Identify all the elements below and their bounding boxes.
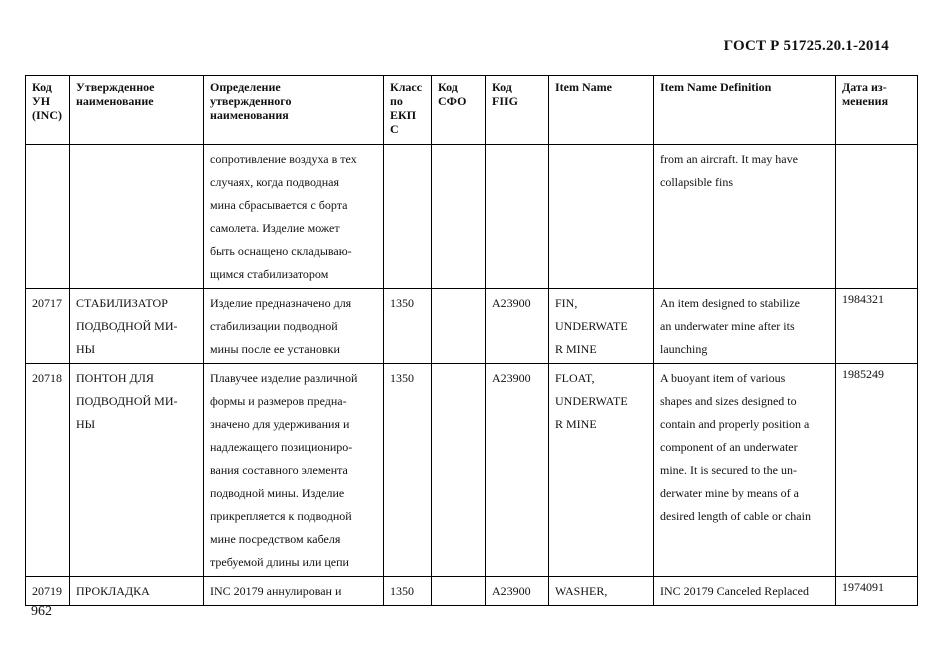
header-line: СФО	[438, 94, 467, 108]
cell-text: 1350	[390, 584, 414, 598]
cell-text-line: Изделие предназначено для	[210, 296, 352, 310]
cell-text: 1985249	[842, 367, 884, 381]
cell-sfo	[432, 145, 486, 289]
cell-text-line: прикрепляется к подводной	[210, 509, 352, 523]
header-line: утвержденного	[210, 94, 292, 108]
cell-definition-ru	[204, 145, 384, 289]
cell-sfo	[432, 364, 486, 577]
cell-definition-ru	[204, 289, 384, 364]
cell-text-line: случаях, когда подводная	[210, 175, 339, 189]
cell-item-name	[549, 289, 654, 364]
header-line: (INC)	[32, 108, 62, 122]
header-line: Определение	[210, 80, 281, 94]
cell-text-line: an underwater mine after its	[660, 319, 795, 333]
cell-text-line: from an aircraft. It may have	[660, 152, 798, 166]
cell-definition-en	[654, 364, 836, 577]
cell-text-line: launching	[660, 342, 708, 356]
header-line: С	[390, 122, 399, 136]
col-header-item-name	[549, 76, 654, 145]
cell-item-name	[549, 145, 654, 289]
cell-text-line: collapsible fins	[660, 175, 733, 189]
cell-item-name	[549, 364, 654, 577]
cell-text-line: мины после ее установки	[210, 342, 340, 356]
cell-sfo	[432, 577, 486, 606]
cell-text-line: значено для удерживания и	[210, 417, 350, 431]
cell-text-line: UNDERWATE	[555, 319, 628, 333]
cell-text-line: щимся стабилизатором	[210, 267, 329, 281]
cell-text-line: WASHER,	[555, 584, 608, 598]
header-line: наименование	[76, 94, 154, 108]
cell-text-line: contain and properly position a	[660, 417, 810, 431]
col-header-name-ru	[70, 76, 204, 145]
cell-text-line: INC 20179 Canceled Replaced	[660, 584, 809, 598]
cell-text-line: стабилизации подводной	[210, 319, 338, 333]
cell-text-line: A buoyant item of various	[660, 371, 786, 385]
cell-text-line: подводной мины. Изделие	[210, 486, 345, 500]
cell-fiig	[486, 145, 549, 289]
cell-text-line: вания составного элемента	[210, 463, 348, 477]
cell-text: 1350	[390, 296, 414, 310]
cell-name-ru	[70, 364, 204, 577]
header-line: Item Name	[555, 80, 612, 94]
cell-text-line: сопротивление воздуха в тех	[210, 152, 357, 166]
cell-date	[836, 145, 918, 289]
cell-text: A23900	[492, 584, 531, 598]
cell-name-ru	[70, 145, 204, 289]
cell-text-line: быть оснащено складываю-	[210, 244, 352, 258]
cell-text-line: INC 20179 аннулирован и	[210, 584, 342, 598]
cell-text: 1974091	[842, 580, 884, 594]
standard-number: ГОСТ Р 51725.20.1-2014	[723, 38, 889, 54]
table-row	[26, 364, 918, 577]
cell-date	[836, 364, 918, 577]
header-line: FIIG	[492, 94, 519, 108]
cell-text-line: R MINE	[555, 342, 597, 356]
cell-text-line: СТАБИЛИЗАТОР	[76, 296, 168, 310]
cell-text-line: derwater mine by means of a	[660, 486, 799, 500]
cell-text: 1350	[390, 371, 414, 385]
cell-text-line: component of an underwater	[660, 440, 798, 454]
cell-class	[384, 577, 432, 606]
cell-text: 1984321	[842, 292, 884, 306]
cell-fiig	[486, 577, 549, 606]
cell-text-line: mine. It is secured to the un-	[660, 463, 797, 477]
header-line: УН	[32, 94, 51, 108]
cell-text-line: ПРОКЛАДКА	[76, 584, 150, 598]
page-number: 962	[31, 604, 52, 619]
cell-name-ru	[70, 577, 204, 606]
cell-text: A23900	[492, 371, 531, 385]
cell-text-line: ПОНТОН ДЛЯ	[76, 371, 154, 385]
cell-text: 20717	[32, 296, 62, 310]
cell-text-line: FIN,	[555, 296, 578, 310]
cell-date	[836, 577, 918, 606]
cell-class	[384, 364, 432, 577]
header-line: Дата из-	[842, 80, 887, 94]
cell-text-line: ПОДВОДНОЙ МИ-	[76, 394, 178, 408]
cell-definition-en	[654, 145, 836, 289]
catalog-table	[25, 75, 918, 606]
cell-text-line: desired length of cable or chain	[660, 509, 811, 523]
cell-code	[26, 577, 70, 606]
table-row	[26, 289, 918, 364]
table-row	[26, 145, 918, 289]
cell-text-line: требуемой длины или цепи	[210, 555, 349, 569]
cell-text-line: НЫ	[76, 417, 96, 431]
cell-text-line: мина сбрасывается с борта	[210, 198, 348, 212]
cell-text-line: An item designed to stabilize	[660, 296, 800, 310]
cell-text-line: самолета. Изделие может	[210, 221, 340, 235]
cell-fiig	[486, 364, 549, 577]
cell-date	[836, 289, 918, 364]
cell-text-line: формы и размеров предна-	[210, 394, 347, 408]
cell-text-line: shapes and sizes designed to	[660, 394, 797, 408]
cell-text-line: мине посредством кабеля	[210, 532, 341, 546]
cell-definition-ru	[204, 364, 384, 577]
cell-text-line: ПОДВОДНОЙ МИ-	[76, 319, 178, 333]
header-line: по	[390, 94, 403, 108]
header-line: менения	[842, 94, 889, 108]
cell-text-line: R MINE	[555, 417, 597, 431]
cell-code	[26, 289, 70, 364]
table-header-row	[26, 76, 918, 145]
header-line: ЕКП	[390, 108, 417, 122]
col-header-fiig	[486, 76, 549, 145]
col-header-class	[384, 76, 432, 145]
cell-text: 20719	[32, 584, 62, 598]
cell-definition-ru	[204, 577, 384, 606]
header-line: Код	[32, 80, 52, 94]
cell-name-ru	[70, 289, 204, 364]
header-line: Класс	[390, 80, 423, 94]
cell-definition-en	[654, 577, 836, 606]
cell-class	[384, 289, 432, 364]
cell-sfo	[432, 289, 486, 364]
header-line: Код	[438, 80, 458, 94]
cell-code	[26, 145, 70, 289]
header-line: Код	[492, 80, 512, 94]
cell-item-name	[549, 577, 654, 606]
col-header-definition-ru	[204, 76, 384, 145]
cell-text-line: Плавучее изделие различной	[210, 371, 358, 385]
col-header-date	[836, 76, 918, 145]
table-row	[26, 577, 918, 606]
cell-fiig	[486, 289, 549, 364]
cell-text: A23900	[492, 296, 531, 310]
cell-code	[26, 364, 70, 577]
cell-text-line: НЫ	[76, 342, 96, 356]
header-line: Item Name Definition	[660, 80, 772, 94]
cell-class	[384, 145, 432, 289]
col-header-definition-en	[654, 76, 836, 145]
cell-text-line: FLOAT,	[555, 371, 595, 385]
col-header-sfo	[432, 76, 486, 145]
cell-definition-en	[654, 289, 836, 364]
header-line: Утвержденное	[76, 80, 155, 94]
cell-text-line: UNDERWATE	[555, 394, 628, 408]
col-header-code	[26, 76, 70, 145]
cell-text-line: надлежащего позициониро-	[210, 440, 353, 454]
header-line: наименования	[210, 108, 289, 122]
cell-text: 20718	[32, 371, 62, 385]
